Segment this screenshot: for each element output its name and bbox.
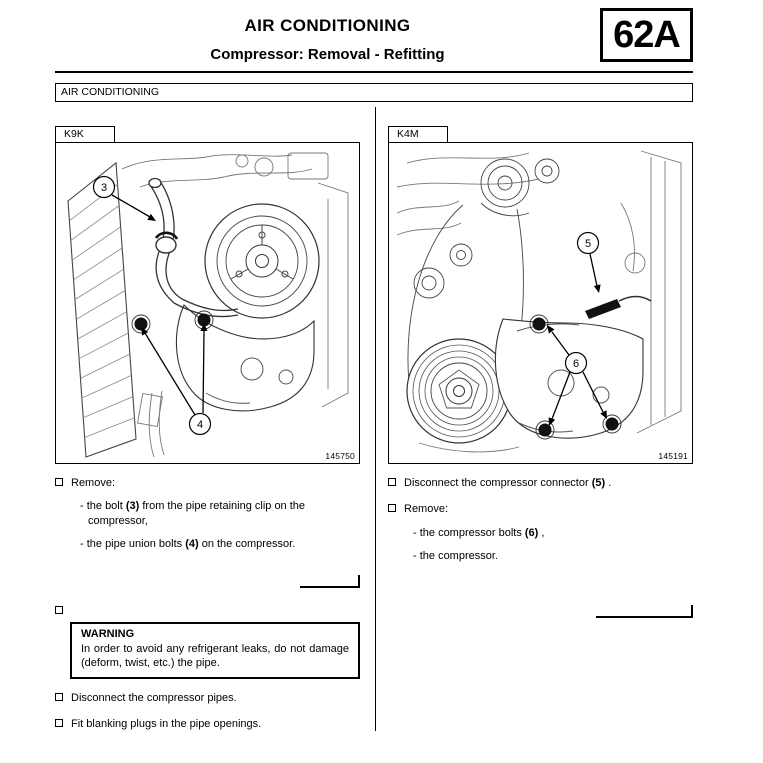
square-bullet-icon	[55, 606, 63, 614]
step-remove	[388, 502, 693, 516]
substep-compressor	[413, 549, 693, 563]
warning-title: WARNING	[81, 628, 135, 641]
step-disconnect-pipes	[55, 691, 360, 705]
callout-4-number: 4	[196, 419, 204, 431]
substep-text: - the compressor.	[413, 549, 498, 562]
callout-ref-4: (4)	[185, 537, 199, 550]
step-empty-bullet	[55, 604, 360, 614]
section-code-box	[600, 8, 693, 62]
page-title: AIR CONDITIONING	[244, 16, 411, 35]
content-columns	[55, 124, 693, 731]
compressor-body	[495, 319, 643, 438]
substep-compressor-bolts-6	[413, 526, 693, 540]
engine-code-tab-k4m	[388, 126, 448, 143]
engine-code-label: K4M	[397, 128, 419, 140]
substep-text: - the bolt	[80, 500, 126, 513]
k4m-engine-illustration	[389, 143, 692, 463]
substep-union-bolts-4	[80, 537, 360, 551]
step-disconnect-pipes-label: Disconnect the compressor pipes.	[71, 691, 237, 704]
section-end-mark	[596, 605, 693, 618]
section-code: 62A	[613, 13, 680, 56]
right-column	[388, 124, 693, 731]
engine-code-label: K9K	[64, 128, 84, 140]
warning-text: In order to avoid any refrigerant leaks, do not damage (deform, twist, etc.) the pipe.	[81, 643, 349, 670]
square-bullet-icon	[55, 478, 63, 486]
substep-bolt-3	[80, 499, 360, 528]
square-bullet-icon	[55, 693, 63, 701]
figure-k4m	[388, 124, 693, 464]
substep-text: on the compressor.	[198, 537, 296, 550]
step-disconnect-connector	[388, 476, 693, 490]
warning-box	[70, 622, 360, 679]
square-bullet-icon	[388, 504, 396, 512]
callout-5-number: 5	[584, 238, 592, 250]
chapter-banner-label: AIR CONDITIONING	[61, 86, 160, 98]
substep-text: - the compressor bolts	[413, 526, 525, 539]
page-header	[55, 8, 693, 63]
engine-code-tab-k9k	[55, 126, 115, 143]
substep-text: - the pipe union bolts	[80, 537, 186, 550]
callout-3-number: 3	[100, 182, 108, 194]
substep-text: from the pipe retaining clip on the compressor,	[88, 500, 306, 527]
compressor-body	[176, 305, 314, 411]
chapter-banner	[55, 83, 693, 102]
step-remove	[55, 476, 360, 490]
compressor-connector	[585, 297, 651, 320]
figure-number-145750: 145750	[325, 451, 355, 461]
step-remove-label: Remove:	[71, 477, 116, 489]
step-text-fragment: .	[605, 477, 612, 489]
header-divider	[55, 71, 693, 73]
figure-number-145191: 145191	[658, 451, 688, 461]
callout-6-number: 6	[572, 358, 580, 370]
figure-k9k	[55, 124, 360, 464]
page-subtitle: Compressor: Removal - Refitting	[210, 46, 445, 63]
callout-ref-5: (5)	[591, 477, 606, 489]
radiator-panel	[68, 163, 136, 457]
callout-ref-3: (3)	[125, 500, 140, 513]
k9k-engine-illustration	[56, 143, 359, 463]
compressor-pulley	[205, 204, 319, 318]
step-fit-blanking-plugs-label: Fit blanking plugs in the pipe openings.	[71, 718, 262, 731]
step-text-fragment: Disconnect the compressor connector	[404, 477, 592, 489]
step-fit-blanking-plugs	[55, 717, 360, 731]
step-remove-label: Remove:	[404, 503, 449, 516]
left-column	[55, 124, 360, 731]
column-divider	[375, 107, 376, 731]
step-disconnect-connector-label	[404, 476, 611, 490]
callout-ref-6: (6)	[524, 526, 539, 539]
figure-frame-k9k	[55, 142, 360, 464]
substep-text: ,	[538, 526, 545, 539]
figure-frame-k4m	[388, 142, 693, 464]
square-bullet-icon	[55, 719, 63, 727]
callout-3	[94, 177, 157, 222]
header-titles	[55, 8, 600, 63]
callout-5	[578, 233, 601, 294]
square-bullet-icon	[388, 478, 396, 486]
section-end-mark	[300, 575, 360, 588]
